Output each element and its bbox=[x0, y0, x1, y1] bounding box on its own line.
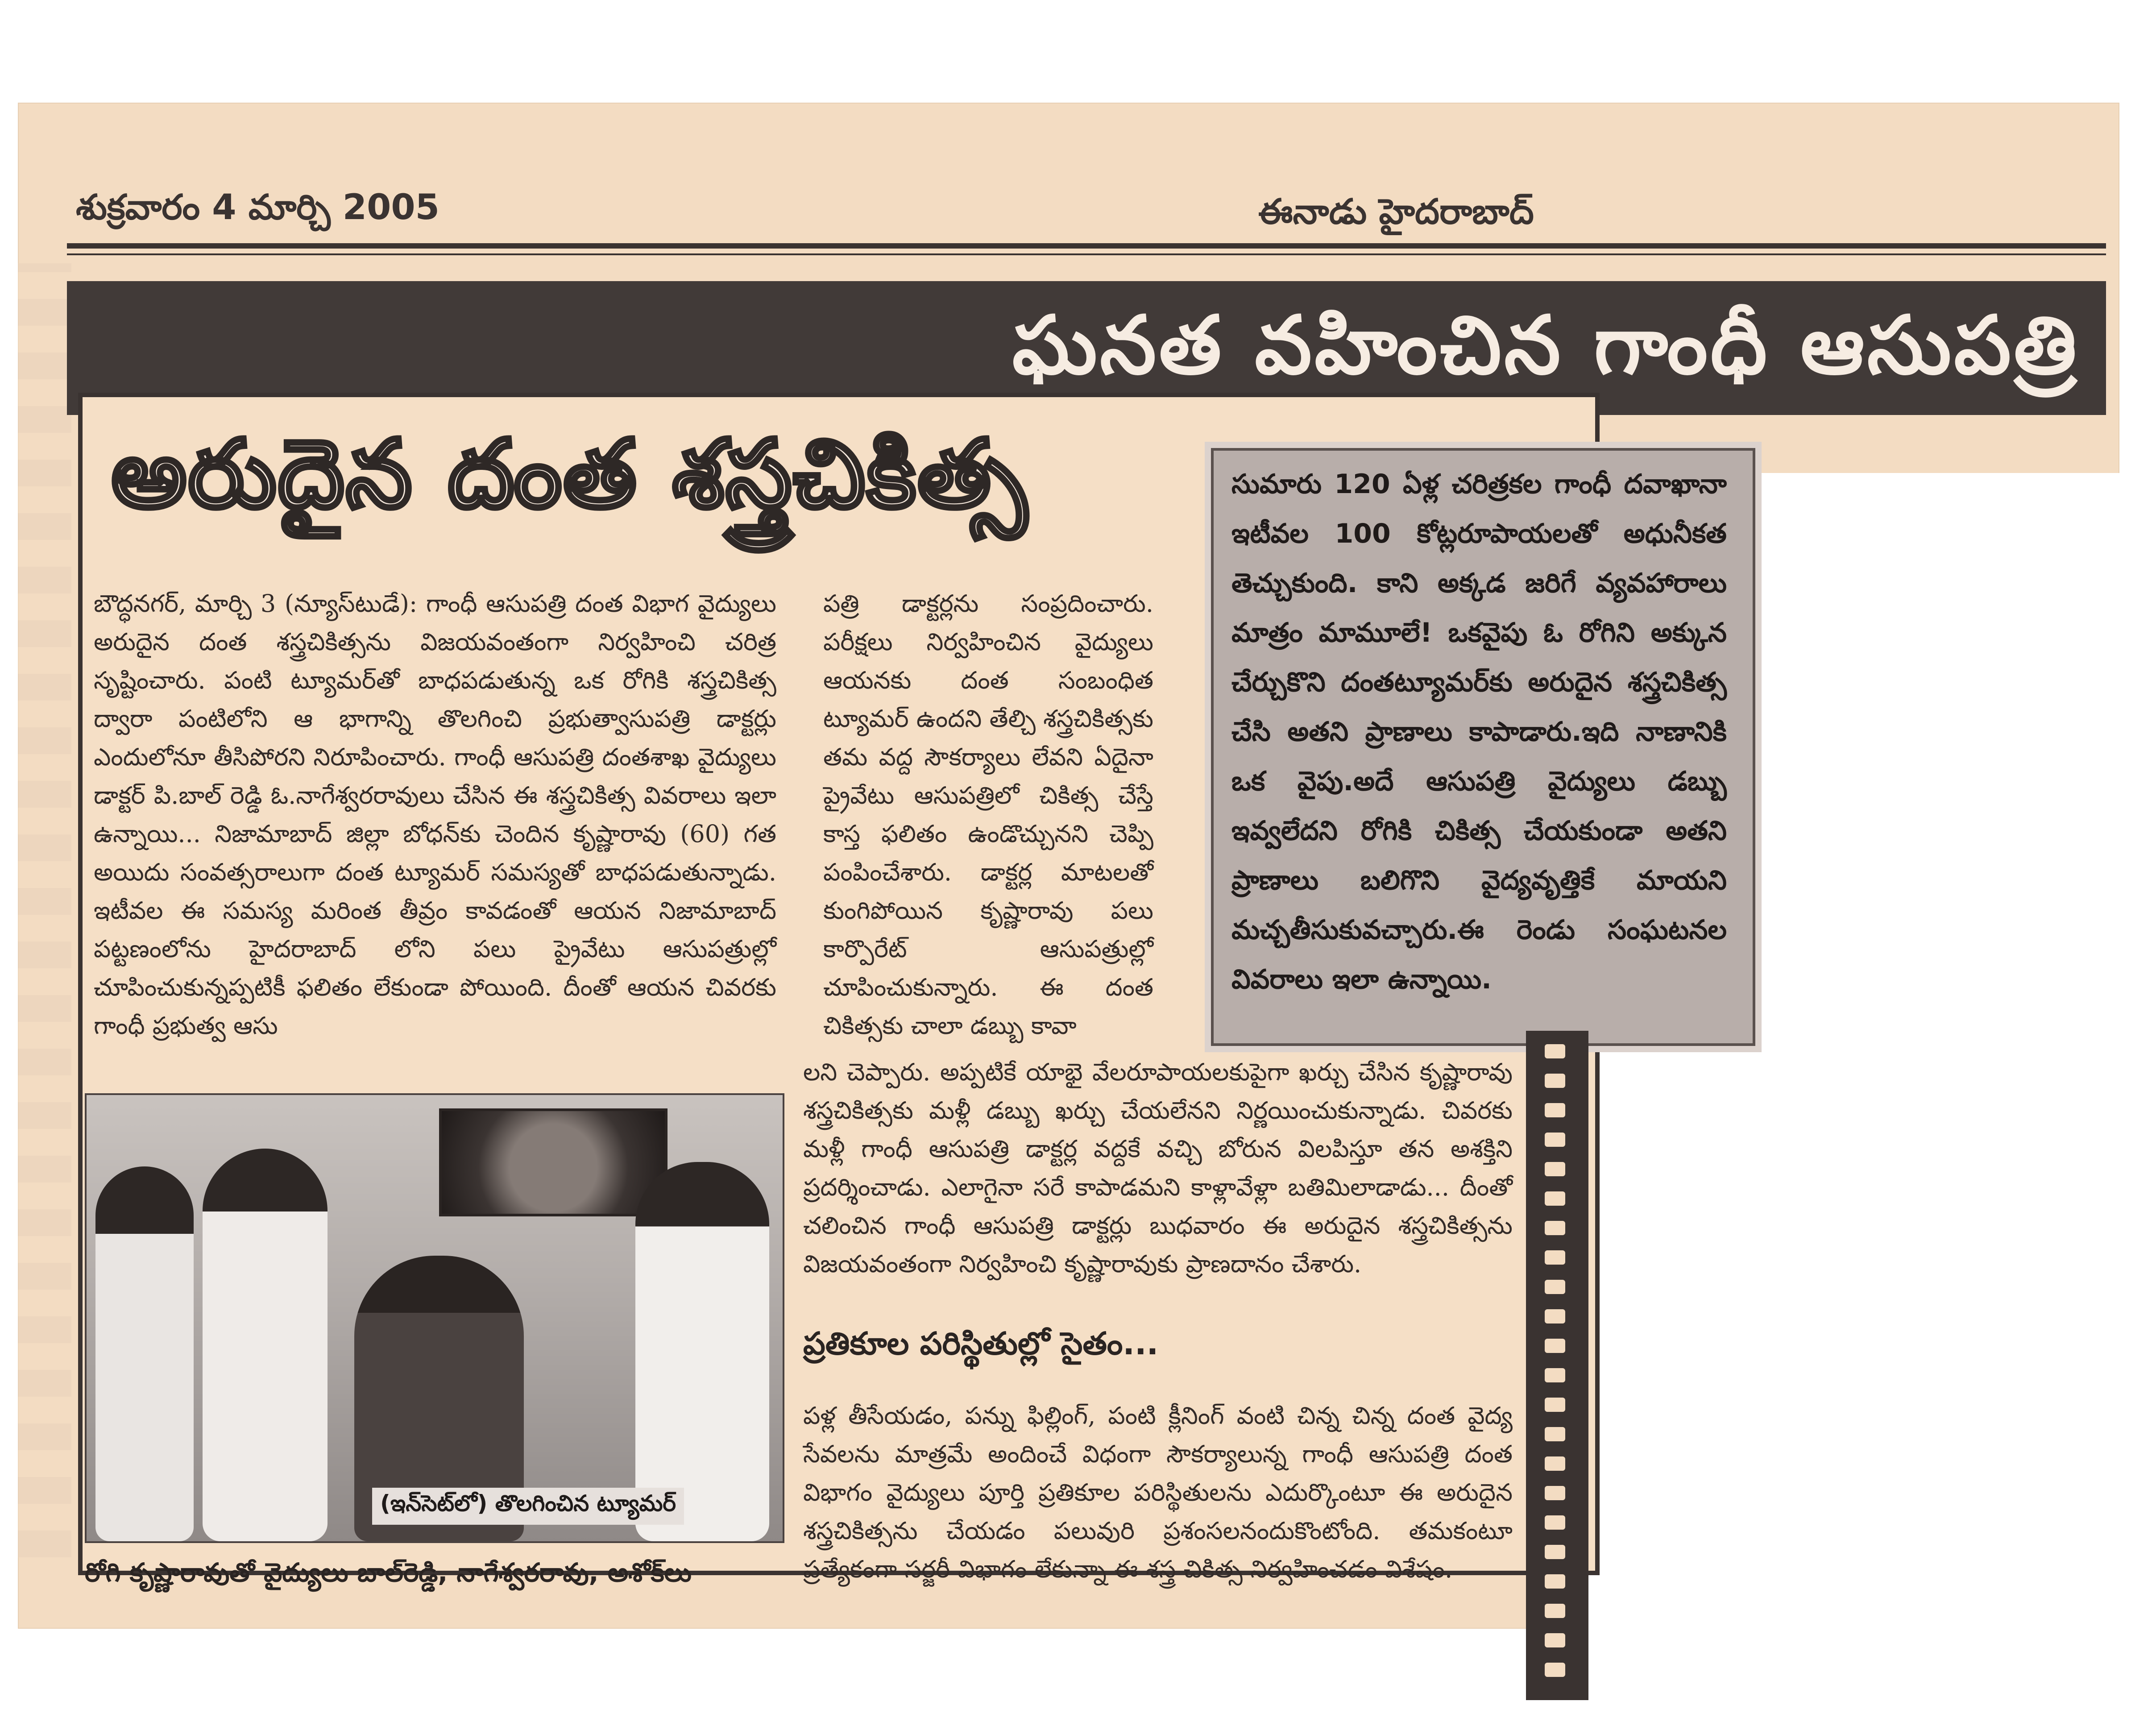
header-rule-thin bbox=[67, 253, 2106, 255]
film-hole bbox=[1545, 1250, 1565, 1265]
film-hole bbox=[1545, 1133, 1565, 1147]
film-hole bbox=[1545, 1633, 1565, 1647]
film-hole bbox=[1545, 1309, 1565, 1324]
article-column-4: పళ్ల తీసేయడం, పన్ను ఫిల్లింగ్, పంటి క్లీనింగ్ వంటి చిన్న చిన్న దంత వైద్య సేవలను మాత్రమే అందించే విధంగా సౌకర్యాలున్న గాంధీ ఆసుపత్రి దంత విభాగం వైద్యులు పూర్తి ప్రతికూల పరిస్థితులను ఎదుర్కొంటూ ఈ అరుదైన శస్త్రచికిత్సను చేయడం పలువురి ప్రశంసలనందుకొంటోంది. తమకంటూ ప్రత్యేకంగా సర్జరీ విభాగం లేకున్నా ఈ శస్త్ర చికిత్స నిర్వహించడం విశేషం. bbox=[803, 1402, 1513, 1583]
doctor-figure-2 bbox=[203, 1149, 328, 1541]
film-hole bbox=[1545, 1044, 1565, 1058]
film-hole bbox=[1545, 1574, 1565, 1589]
article-column-2: పత్రి డాక్టర్లను సంప్రదించారు. పరీక్షలు నిర్వహించిన వైద్యులు ఆయనకు దంత సంబంధిత ట్యూమర్ ఉందని తేల్చి శస్త్రచికిత్సకు తమ వద్ద సౌకర్యాలు లేవని ఏదైనా ప్రైవేటు ఆసుపత్రిలో చికిత్స చేస్తే కాస్త ఫలితం ఉండొచ్చునని చెప్పి పంపించేశారు. డాక్టర్ల మాటలతో కుంగిపోయిన కృష్ణారావు పలు కార్పొరేట్ ఆసుపత్రుల్లో చూపించుకున్నారు. ఈ దంత చికిత్సకు చాలా డబ్బు కావా bbox=[823, 589, 1153, 1040]
article-column-3: లని చెప్పారు. అప్పటికే యాభై వేలరూపాయలకుపైగా ఖర్చు చేసిన కృష్ణారావు శస్త్రచికిత్సకు మళ్లీ డబ్బు ఖర్చు చేయలేనని నిర్ణయించుకున్నాడు. చివరకు మళ్లీ గాంధీ ఆసుపత్రి డాక్టర్ల వద్దకే వచ్చి బోరున విలపిస్తూ తన అశక్తిని ప్రదర్శించాడు. ఎలాగైనా సరే కాపాడమని కాళ్లావేళ్లా బతిమిలాడాడు... దీంతో చలించిన గాంధీ ఆసుపత్రి డాక్టర్లు బుధవారం ఈ అరుదైన శస్త్రచికిత్సను విజయవంతంగా నిర్వహించి కృష్ణారావుకు ప్రాణదానం చేశారు. bbox=[803, 1058, 1513, 1278]
film-hole bbox=[1545, 1398, 1565, 1412]
film-hole bbox=[1545, 1486, 1565, 1500]
film-hole bbox=[1545, 1368, 1565, 1382]
doctor-figure-3 bbox=[635, 1162, 769, 1541]
film-hole bbox=[1545, 1604, 1565, 1618]
film-hole bbox=[1545, 1221, 1565, 1235]
sidebar-text: సుమారు 120 ఏళ్ల చరిత్రకల గాంధీ దవాఖానా ఇటీవల 100 కోట్లరూపాయలతో అధునీకత తెచ్చుకుంది. కాని అక్కడ జరిగే వ్యవహారాలు మాత్రం మామూలే! ఒకవైపు ఓ రోగిని అక్కున చేర్చుకొని దంతట్యూమర్‌కు అరుదైన శస్త్రచికిత్స చేసి అతని ప్రాణాలు కాపాడారు.ఇది నాణానికి ఒక వైపు.అదే ఆసుపత్రి వైద్యులు డబ్బు ఇవ్వలేదని రోగికి చికిత్స చేయకుండా అతని ప్రాణాలు బలిగొని వైద్యవృత్తికే మాయని మచ్చతీసుకువచ్చారు.ఈ రెండు సంఘటనల వివరాలు ఇలా ఉన్నాయి. bbox=[1231, 469, 1727, 995]
film-hole bbox=[1545, 1339, 1565, 1353]
header-rule bbox=[67, 243, 2106, 249]
film-hole bbox=[1545, 1456, 1565, 1471]
film-hole bbox=[1545, 1103, 1565, 1117]
photo-inset-label: (ఇన్‌సెట్‌లో) తొలగించిన ట్యూమర్ bbox=[372, 1488, 684, 1525]
article-subhead: ప్రతికూల పరిస్థితుల్లో సైతం... bbox=[803, 1325, 1159, 1362]
article-column-1: బౌద్ధనగర్, మార్చి 3 (న్యూస్‌టుడే): గాంధీ ఆసుపత్రి దంత విభాగ వైద్యులు అరుదైన దంత శస్త్రచికిత్సను విజయవంతంగా నిర్వహించి చరిత్ర సృష్టించారు. పంటి ట్యూమర్‌తో బాధపడుతున్న ఒక రోగికి శస్త్రచికిత్స ద్వారా పంటిలోని ఆ భాగాన్ని తొలగించి ప్రభుత్వాసుపత్రి డాక్టర్లు ఎందులోనూ తీసిపోరని నిరూపించారు. గాంధీ ఆసుపత్రి దంతశాఖ వైద్యులు డాక్టర్ పి.బాల్ రెడ్డి ఓ.నాగేశ్వరరావులు చేసిన ఈ శస్త్రచికిత్స వివరాలు ఇలా ఉన్నాయి... నిజామాబాద్ జిల్లా బోధన్‌కు చెందిన కృష్ణారావు (60) గత అయిదు సంవత్సరాలుగా దంత ట్యూమర్ సమస్యతో బాధపడుతున్నాడు. ఇటీవల ఈ సమస్య మరింత తీవ్రం కావడంతో ఆయన నిజామాబాద్ పట్టణంలోను హైదరాబాద్ లోని పలు ప్రైవేటు ఆసుపత్రుల్లో చూపించుకున్నప్పటికీ ఫలితం లేకుండా పోయింది. దీంతో ఆయన చివరకు గాంధీ ప్రభుత్వ ఆసు bbox=[94, 589, 776, 1040]
film-hole bbox=[1545, 1162, 1565, 1176]
article-headline: అరుదైన దంత శస్త్రచికిత్స bbox=[112, 419, 1028, 529]
film-hole bbox=[1545, 1427, 1565, 1441]
adjacent-page-ghost bbox=[18, 263, 71, 1557]
banner-title: ఘనత వహించిన గాంధీ ఆసుపత్రి bbox=[1012, 299, 2079, 392]
film-hole bbox=[1545, 1515, 1565, 1530]
film-hole bbox=[1545, 1663, 1565, 1677]
newspaper-name: ఈనాడు హైదరాబాద్ bbox=[1258, 192, 1534, 232]
film-hole bbox=[1545, 1074, 1565, 1088]
film-hole bbox=[1545, 1280, 1565, 1294]
dateline: శుక్రవారం 4 మార్చి 2005 bbox=[76, 187, 439, 228]
article-photo bbox=[85, 1093, 784, 1543]
doctor-figure-1 bbox=[95, 1166, 194, 1541]
tumor-inset-image bbox=[439, 1108, 668, 1216]
film-strip-border bbox=[1526, 1031, 1588, 1700]
film-hole bbox=[1545, 1545, 1565, 1559]
photo-caption: రోగి కృష్ణారావుతో వైద్యులు బాల్‌రెడ్డి, నాగేశ్వరరావు, అశోక్‌లు bbox=[85, 1557, 692, 1588]
film-hole bbox=[1545, 1191, 1565, 1206]
